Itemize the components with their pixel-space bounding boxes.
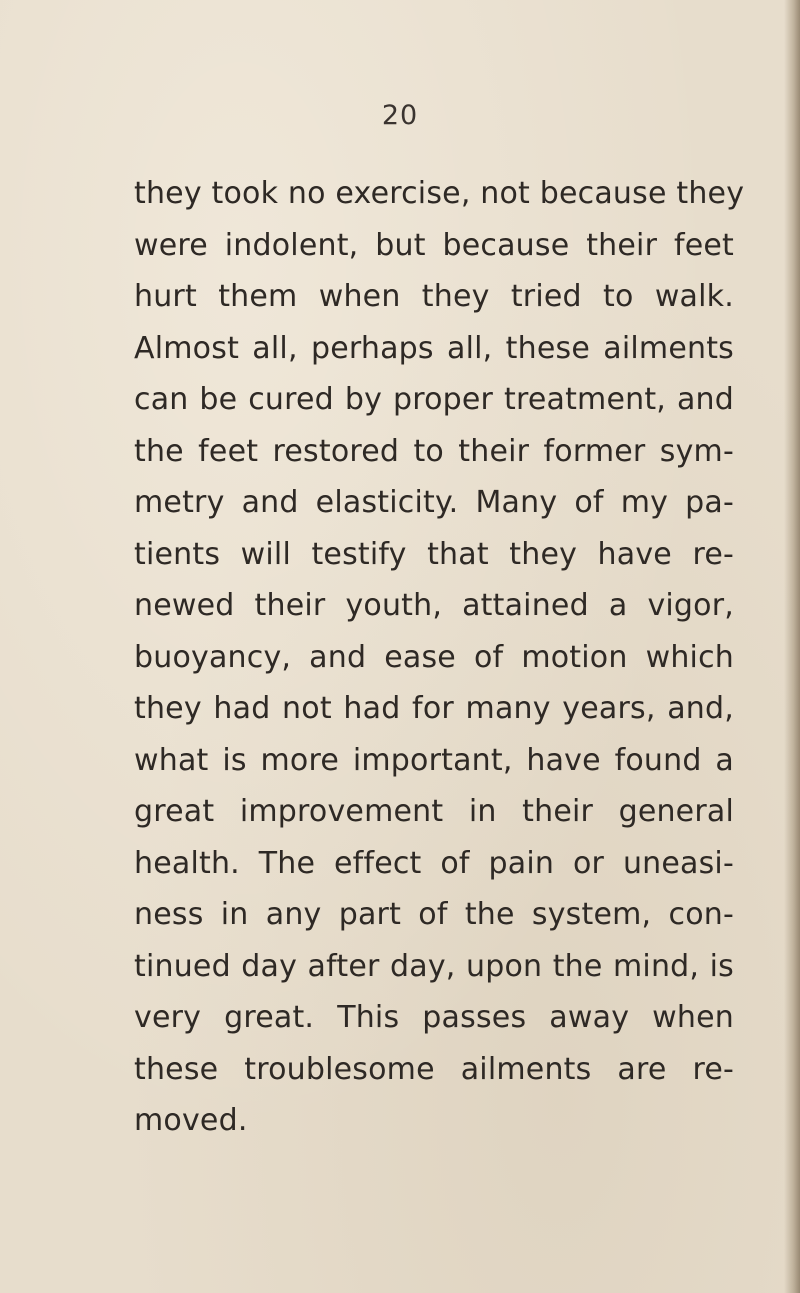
text-line: hurt them when they tried to walk. xyxy=(134,279,734,314)
body-text xyxy=(134,174,745,1153)
text-line: tients will testify that they have re- xyxy=(134,536,734,572)
text-line: newed their youth, attained a vigor, xyxy=(134,588,734,623)
text-line: these troublesome ailments are re- xyxy=(134,1051,734,1087)
text-line: they had not had for many years, and, xyxy=(134,691,734,726)
text-line: moved. xyxy=(134,1103,248,1138)
page-edge-shadow xyxy=(784,0,800,1293)
text-line: buoyancy, and ease of motion which xyxy=(134,639,734,675)
text-line: the feet restored to their former sym- xyxy=(134,433,734,469)
text-line: ness in any part of the system, con- xyxy=(134,897,734,932)
text-line: can be cured by proper treatment, and xyxy=(134,382,734,417)
text-line: tinued day after day, upon the mind, is xyxy=(134,948,734,984)
text-line: health. The effect of pain or uneasi- xyxy=(134,845,734,881)
text-line: they took no exercise, not because they xyxy=(134,176,745,211)
text-line: great improvement in their general xyxy=(134,794,734,829)
text-line: Almost all, perhaps all, these ailments xyxy=(134,330,734,366)
text-line: were indolent, but because their feet xyxy=(134,227,734,263)
text-line: what is more important, have found a xyxy=(134,742,734,778)
text-line: very great. This passes away when xyxy=(134,1000,734,1035)
text-line: metry and elasticity. Many of my pa- xyxy=(134,485,734,520)
page-number: 20 xyxy=(381,100,419,131)
